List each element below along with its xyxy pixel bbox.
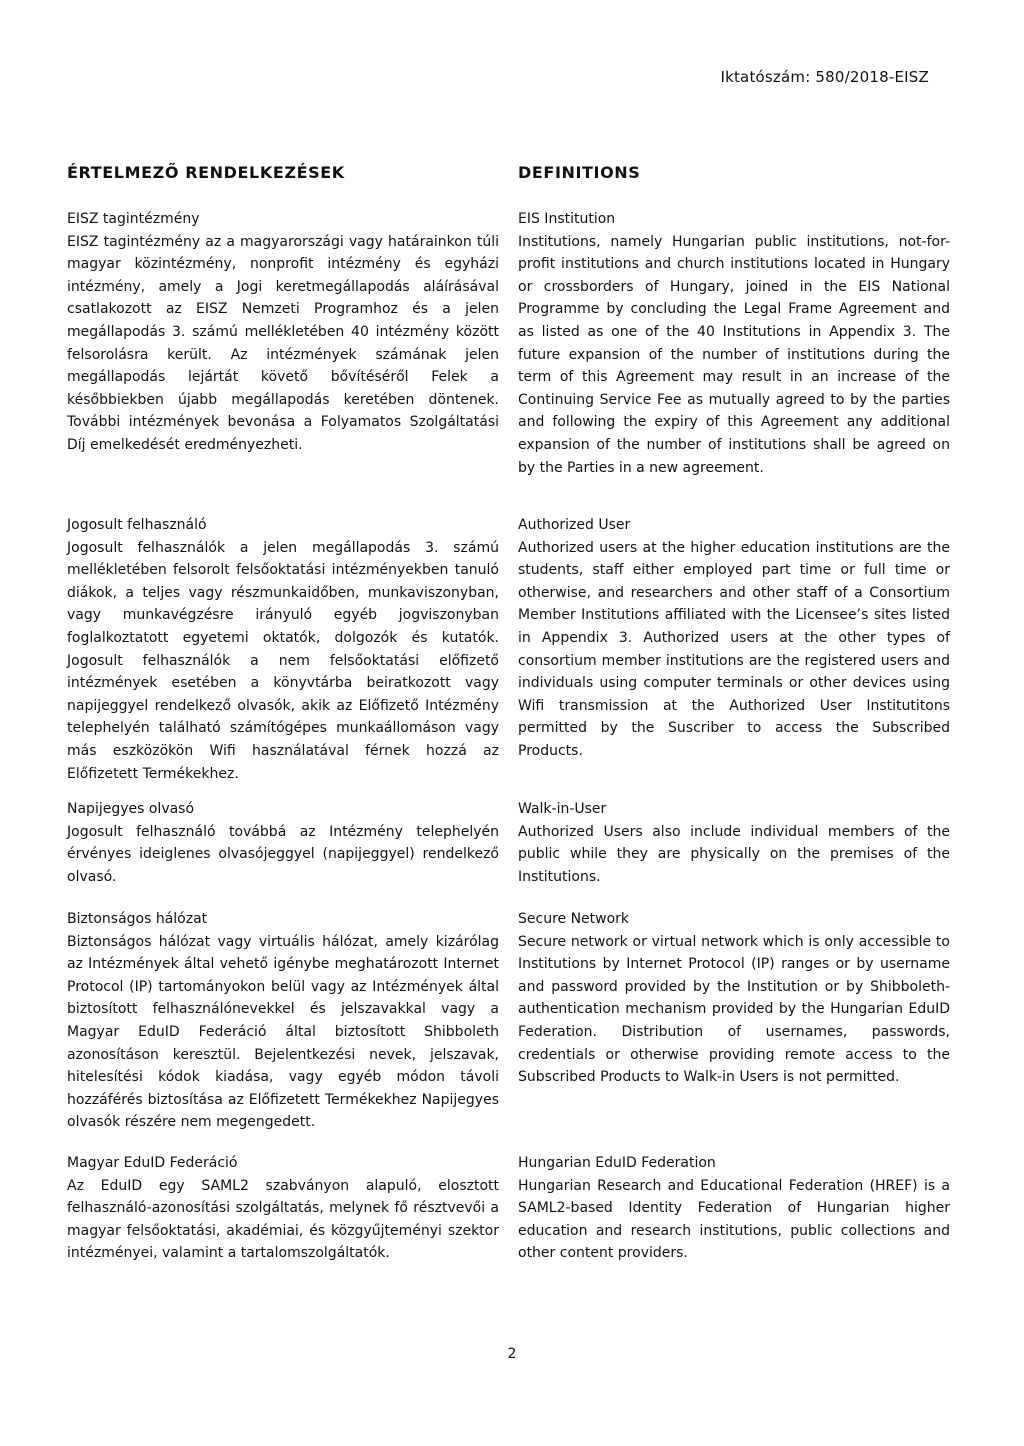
definition-secure-network — [518, 908, 950, 1089]
term-title: Hungarian EduID Federation — [518, 1155, 716, 1171]
term-text: Authorized users at the higher education institutions are the students, staff either employed part time or full time or otherwise, and researchers and other staff of a Consortium Member Institutions affiliated with the Licensee’s sites listed in Appendix 3. Authorized users at the other types of consortium member institutions are the registered users and individuals using computer terminals or other devices using Wifi transmission at the Authorized User Institutitons permitted by the Suscriber to access the Subscribed Products. — [518, 539, 950, 759]
term-title: Authorized User — [518, 517, 631, 533]
term-title: Biztonságos hálózat — [67, 911, 208, 927]
definition-eis-institution — [518, 208, 950, 479]
term-text: Biztonságos hálózat vagy virtuális hálózat, amely kizárólag az Intézmények által vehető igénybe meghatározott Internet Protocol (IP) tartományokon belül vagy az Intézmények által biztosított felhasználónevekkel és jelszavakkal vagy a Magyar EduID Federáció által biztosított Shibboleth azonosításon keresztül. Bejelentkezési nevek, jelszavak, hitelesítési kódok kiadása, vagy egyéb módon távoli hozzáférés biztosítása az Előfizetett Termékekhez Napijegyes olvasók részére nem megengedett. — [67, 933, 499, 1131]
page-number: 2 — [507, 1346, 517, 1362]
term-text: Hungarian Research and Educational Federation (HREF) is a SAML2-based Identity Federation of Hungarian higher education and research institutions, public collections and other content providers. — [518, 1177, 950, 1262]
definition-magyar-eduid-federacio — [67, 1152, 499, 1265]
term-title: EISZ tagintézmény — [67, 211, 200, 227]
term-title: Secure Network — [518, 911, 630, 927]
definition-jogosult-felhasznalo — [67, 514, 499, 785]
english-column — [518, 162, 950, 1262]
hungarian-column — [67, 162, 499, 1262]
term-title: Jogosult felhasználó — [67, 517, 207, 533]
english-heading: DEFINITIONS — [518, 163, 641, 182]
definition-eisz-tagintezmeny — [67, 208, 499, 457]
term-text: Jogosult felhasználók a jelen megállapodás 3. számú mellékletében felsorolt felsőoktatási intézményekben tanuló diákok, a teljes vagy részmunkaidőben, munkaviszonyban, vagy munkavégzésre irányuló egyéb jogviszonyban foglalkoztatott egyetemi oktatók, dolgozók és kutatók. Jogosult felhasználók a nem felsőoktatási előfizető intézmények esetében a könyvtárba beiratkozott vagy napijeggyel rendelkező olvasók, akik az Előfizető Intézmény telephelyén található számítógépes munkaállomáson vagy más eszközökön Wifi használatával férnek hozzá az Előfizetett Termékekhez. — [67, 539, 499, 782]
term-title: EIS Institution — [518, 211, 616, 227]
term-text: EISZ tagintézmény az a magyarországi vagy határainkon túli magyar közintézmény, nonprofit intézmény és egyházi intézmény, amely a Jogi keretmegállapodás aláírásával csatlakozott az EISZ Nemzeti Programhoz és a jelen megállapodás 3. számú mellékletében 40 intézmény között felsorolásra került. Az intézmények számának jelen megállapodás lejártát követő bővítéséről Felek a későbbiekben újabb megállapodás keretében döntenek. További intézmények bevonása a Folyamatos Szolgáltatási Díj emelkedését eredményezheti. — [67, 233, 499, 453]
reference-number: Iktatószám: 580/2018-EISZ — [720, 68, 929, 86]
definition-walk-in-user — [518, 798, 950, 888]
hungarian-heading: ÉRTELMEZŐ RENDELKEZÉSEK — [67, 163, 345, 182]
term-text: Az EduID egy SAML2 szabványon alapuló, elosztott felhasználó-azonosítási szolgáltatás, melynek fő résztvevői a magyar felsőoktatási, akadémiai, és közgyűjteményi szektor intézményei, valamint a tartalomszolgáltatók. — [67, 1177, 499, 1262]
definition-hungarian-eduid-federation — [518, 1152, 950, 1265]
term-title: Magyar EduID Federáció — [67, 1155, 238, 1171]
definition-napijegyes-olvaso — [67, 798, 499, 888]
term-text: Authorized Users also include individual members of the public while they are physically on the premises of the Institutions. — [518, 823, 950, 885]
term-text: Institutions, namely Hungarian public institutions, not-for-profit institutions and church institutions located in Hungary or crossborders of Hungary, joined in the EIS National Programme by concluding the Legal Frame Agreement and as listed as one of the 40 Institutions in Appendix 3. The future expansion of the number of institutions during the term of this Agreement may result in an increase of the Continuing Service Fee as mutually agreed to by the parties and following the expiry of this Agreement any additional expansion of the number of institutions shall be agreed on by the Parties in a new agreement. — [518, 233, 950, 476]
term-text: Secure network or virtual network which is only accessible to Institutions by Internet Protocol (IP) ranges or by username and password provided by the Institution or by Shibboleth-authentication mechanism provided by the Hungarian EduID Federation. Distribution of usernames, passwords, credentials or otherwise providing remote access to the Subscribed Products to Walk-in Users is not permitted. — [518, 933, 950, 1086]
definition-authorized-user — [518, 514, 950, 763]
term-title: Walk-in-User — [518, 801, 607, 817]
term-text: Jogosult felhasználó továbbá az Intézmény telephelyén érvényes ideiglenes olvasójeggyel (napijeggyel) rendelkező olvasó. — [67, 823, 499, 885]
term-title: Napijegyes olvasó — [67, 801, 195, 817]
definition-biztonsagos-halozat — [67, 908, 499, 1134]
